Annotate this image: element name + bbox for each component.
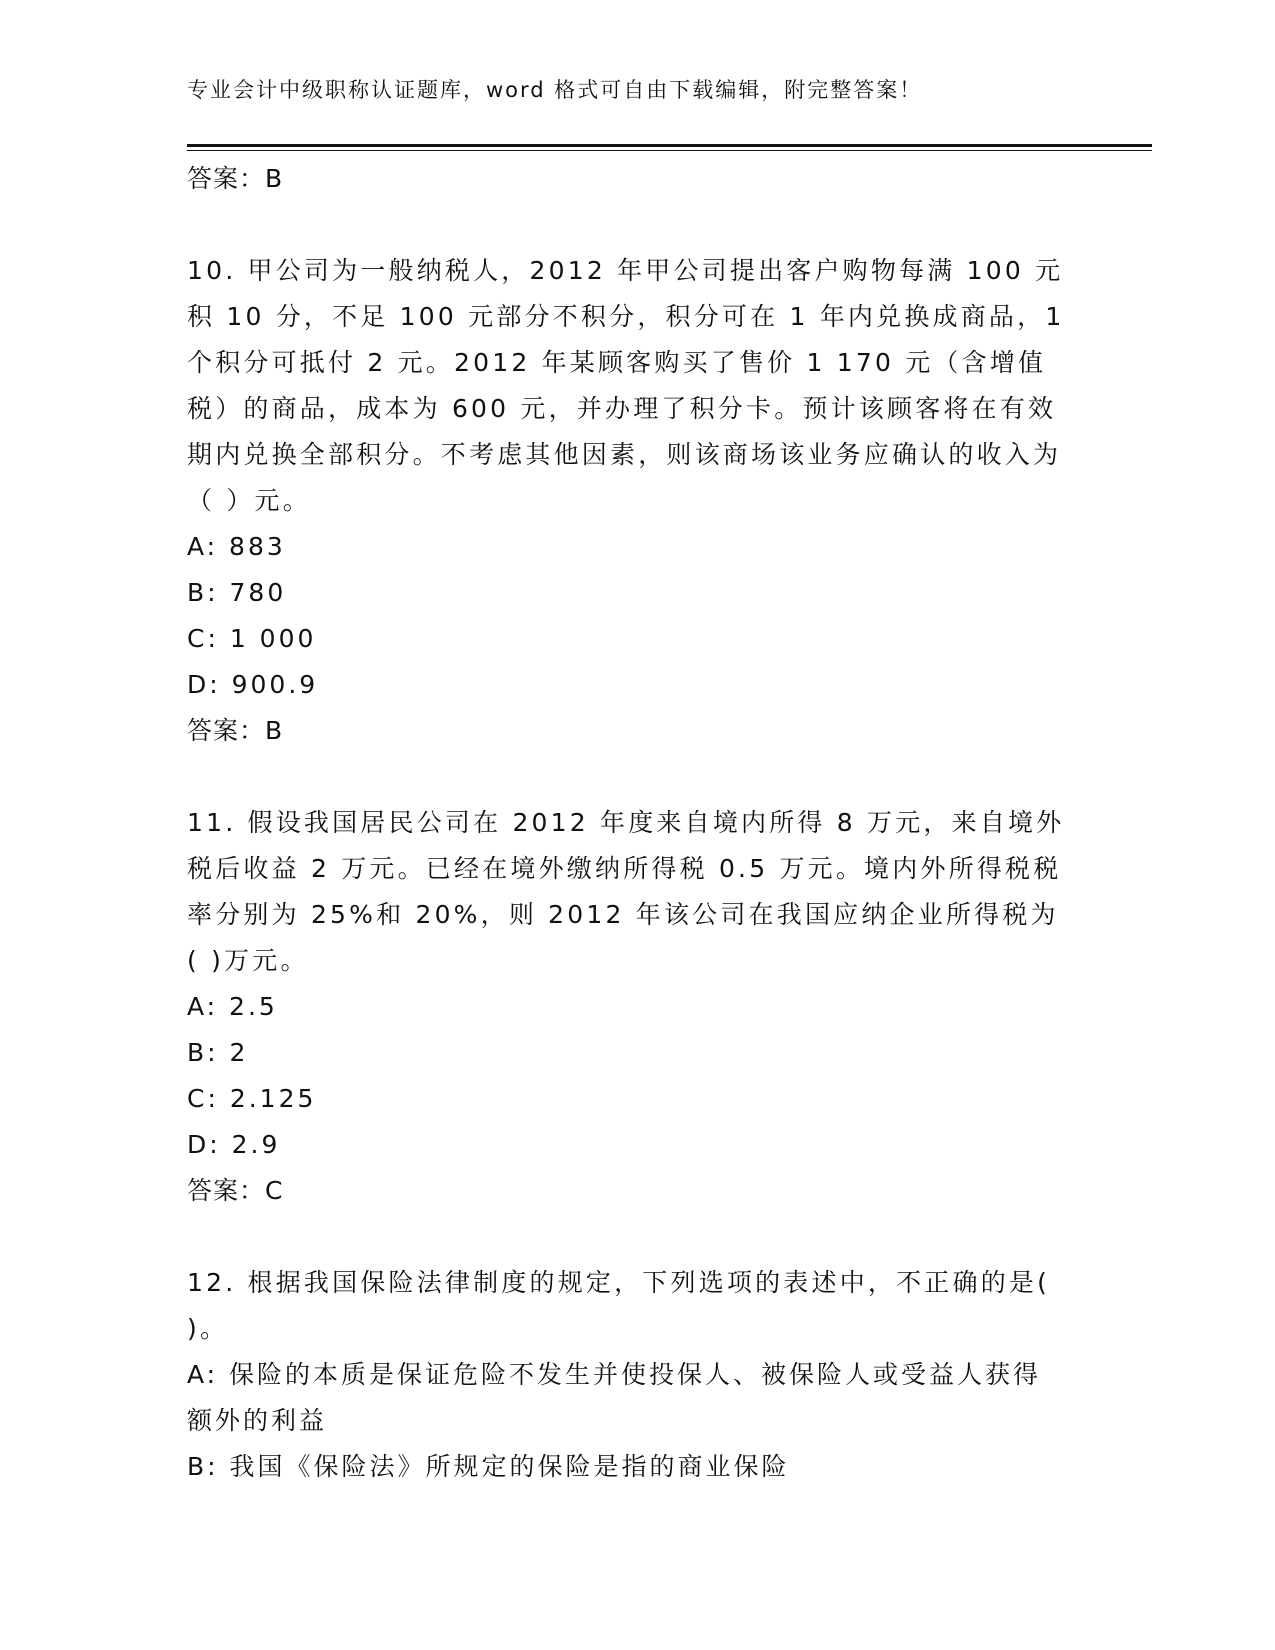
question-text: 11. 假设我国居民公司在 2012 年度来自境内所得 8 万元，来自境外税后收益 2 万元。已经在境外缴纳所得税 0.5 万元。境内外所得税税率分别为 25%和 20%，则 2012 年该公司在我国应纳企业所得税为( )万元。 [187,808,1065,975]
question-11 [187,800,1067,1214]
option-b: B: 我国《保险法》所规定的保险是指的商业保险 [187,1452,790,1481]
option-b: B: 2 [187,1038,249,1067]
document-body [187,156,1067,1490]
answer: 答案：B [187,716,284,745]
question-10 [187,248,1067,754]
question-text: 10. 甲公司为一般纳税人，2012 年甲公司提出客户购物每满 100 元积 10 分，不足 100 元部分不积分，积分可在 1 年内兑换成商品，1 个积分可抵付 2 元。2012 年某顾客购买了售价 1 170 元（含增值税）的商品，成本为 600 元，并办理了积分卡。预计该顾客将在有效期内兑换全部积分。不考虑其他因素，则该商场该业务应确认的收入为（ ）元。 [187,256,1065,515]
question-12 [187,1260,1067,1490]
header-rule-thick [187,144,1152,147]
answer: 答案：C [187,1176,284,1205]
option-a: A: 883 [187,532,286,561]
option-d: D: 2.9 [187,1130,281,1159]
option-b: B: 780 [187,578,287,607]
page-header: 专业会计中级职称认证题库，word 格式可自由下载编辑，附完整答案！ [187,78,923,102]
option-a: A: 2.5 [187,992,278,1021]
option-d: D: 900.9 [187,670,319,699]
answer-previous: 答案：B [187,164,284,193]
option-a: A: 保险的本质是保证危险不发生并使投保人、被保险人或受益人获得额外的利益 [187,1360,1042,1435]
question-text: 12. 根据我国保险法律制度的规定，下列选项的表述中，不正确的是( )。 [187,1268,1051,1343]
option-c: C: 1 000 [187,624,317,653]
header-rule-thin [187,150,1152,151]
option-c: C: 2.125 [187,1084,317,1113]
